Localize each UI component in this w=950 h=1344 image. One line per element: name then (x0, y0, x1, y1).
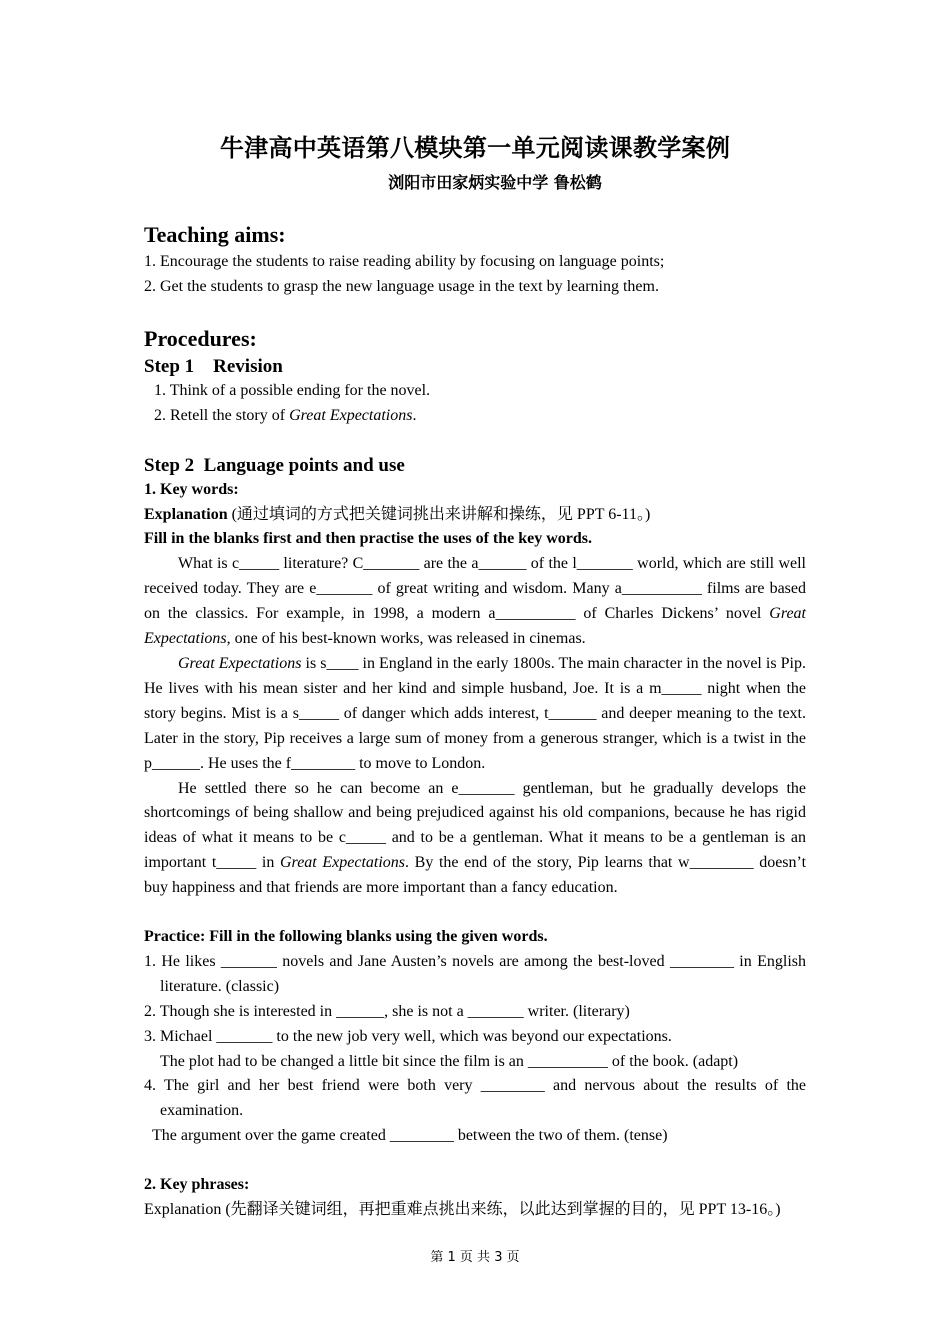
author-line: 浏阳市田家炳实验中学 鲁松鹤 (388, 173, 602, 192)
aim-item-1: 1. Encourage the students to raise reading ability by focusing on language points; (144, 253, 665, 270)
key-phrases-heading: 2. Key phrases: (144, 1176, 250, 1194)
practice-item-2: 2. Though she is interested in ______, she is not a _______ writer. (literary) (144, 1002, 630, 1020)
page-title: 牛津高中英语第八模块第一单元阅读课教学案例 (219, 134, 731, 162)
cloze-paragraph-2: Great Expectations is s____ in England in the early 1800s. The main character in the novel is Pip. He lives with his mean sister and her kind and simple husband, Joe. It is a m_____ night when the story begins. Mist is a s_____ of danger which adds interest, t______ and deeper meaning to the text. Later in the story, Pip receives a large sum of money from a generous stranger, which is a twist in the p______. He uses the f________ to move to London. (144, 654, 806, 772)
cloze-paragraph-3: He settled there so he can become an e_______ gentleman, but he gradually develops the shortcomings of being shallow and being prejudiced against his old companions, because he has rigid ideas of what it means to be c_____ and to be a gentleman. What it means to be a gentleman is an important t_____ in Great Expectations. By the end of the story, Pip learns that w________ doesn’t buy happiness and that friends are more important than a fancy education. (144, 779, 807, 897)
practice-item-3a: 3. Michael _______ to the new job very well, which was beyond our expectations. (144, 1027, 672, 1045)
practice-item-4b: The argument over the game created ________ between the two of them. (tense) (152, 1127, 668, 1145)
step1-heading: Step 1 Revision (144, 355, 283, 377)
key-words-explanation: Explanation (通过填词的方式把关键词挑出来讲解和操练，见 PPT 6-11。) (144, 505, 651, 523)
practice-item-1: 1. He likes _______ novels and Jane Austen’s novels are among the best-loved ________ in English literature. (classic) (144, 952, 806, 995)
key-phrases-explanation: Explanation (先翻译关键词组，再把重难点挑出来练，以此达到掌握的目的，见 PPT 13-16。) (144, 1201, 781, 1219)
cloze-paragraph-1: What is c_____ literature? C_______ are the a______ of the l_______ world, which are still well received today. They are e_______ of great writing and wisdom. Many a__________ films are based on the classics. For example, in 1998, a modern a__________ of Charles Dickens’ novel Great Expectations, one of his best-known works, was released in cinemas. (144, 555, 806, 648)
aim-item-2: 2. Get the students to grasp the new language usage in the text by learning them. (144, 277, 659, 295)
fill-instruction: Fill in the blanks first and then practise the uses of the key words. (144, 530, 593, 548)
practice-item-3b: The plot had to be changed a little bit since the film is an __________ of the book. (adapt) (160, 1052, 739, 1070)
procedures-heading: Procedures: (144, 325, 257, 351)
practice-heading: Practice: Fill in the following blanks using the given words. (144, 928, 548, 946)
step1-item-2: 2. Retell the story of Great Expectations. (154, 406, 417, 424)
teaching-aims-heading: Teaching aims: (144, 222, 286, 247)
step1-item-1: 1. Think of a possible ending for the novel. (154, 381, 431, 399)
key-words-heading: 1. Key words: (144, 480, 239, 498)
step2-heading: Step 2 Language points and use (144, 454, 405, 476)
practice-item-4a: 4. The girl and her best friend were both very ________ and nervous about the results of the examination. (144, 1077, 806, 1120)
document-page (144, 128, 806, 1223)
page-number-footer: 第 1 页 共 3 页 (430, 1250, 520, 1265)
